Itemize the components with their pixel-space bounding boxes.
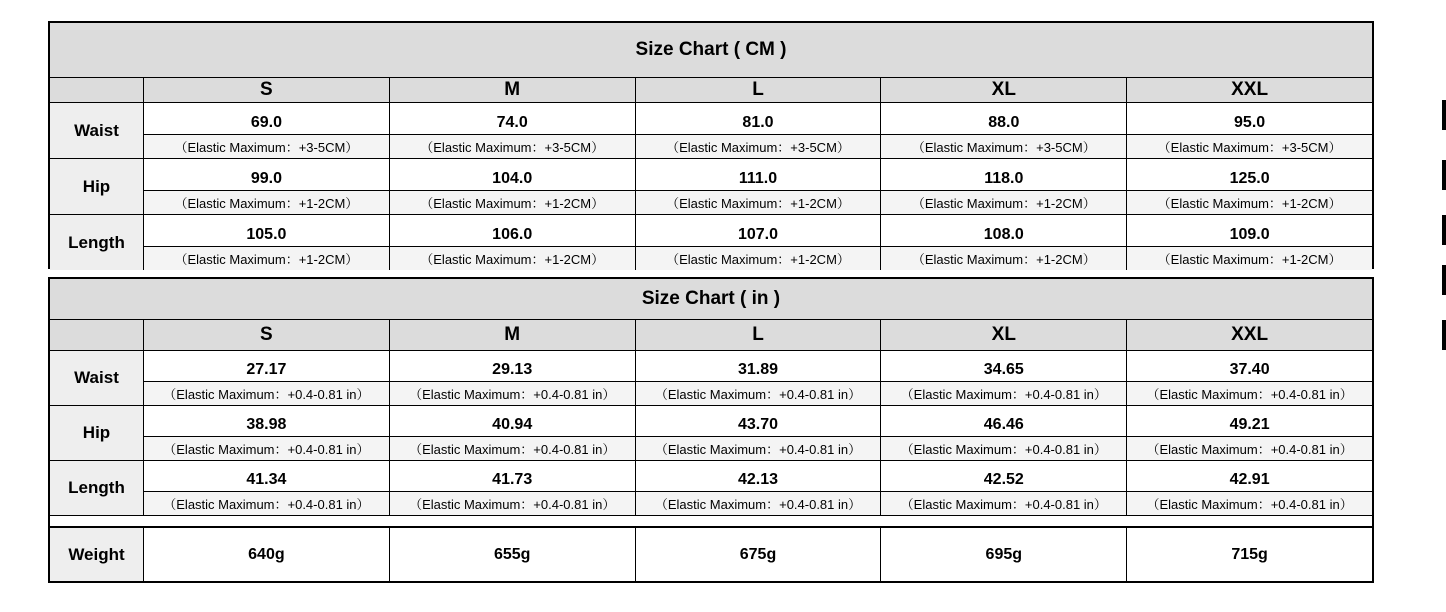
measure-cell: [636, 215, 882, 270]
weight-value: 640g: [144, 528, 390, 581]
row-label: Hip: [50, 406, 144, 460]
size-header: XXL: [1231, 79, 1269, 100]
measure-cell: [144, 461, 390, 515]
table-spacer: [50, 516, 1372, 528]
measure-cell: [144, 159, 390, 214]
elastic-note: （Elastic Maximum：+0.4-0.81 in）: [1127, 491, 1372, 515]
row-label: Hip: [50, 159, 144, 214]
measure-cell: [636, 406, 882, 460]
measure-cell: [636, 461, 882, 515]
size-header: S: [144, 320, 390, 350]
elastic-note: （Elastic Maximum：+1-2CM）: [144, 190, 389, 214]
edge-mark: [1442, 265, 1446, 295]
measure-value: 81.0: [742, 113, 774, 131]
row-label: Weight: [50, 528, 144, 581]
measure-value: 111.0: [738, 169, 778, 187]
table-title: Size Chart ( CM ): [50, 23, 1372, 78]
elastic-note: （Elastic Maximum：+0.4-0.81 in）: [636, 436, 881, 460]
elastic-note: （Elastic Maximum：+3-5CM）: [144, 134, 389, 158]
elastic-note: （Elastic Maximum：+1-2CM）: [881, 246, 1126, 270]
measure-value: 69.0: [250, 113, 282, 131]
table-row: [50, 159, 1372, 215]
edge-mark: [1442, 320, 1446, 350]
measure-value: 88.0: [988, 113, 1020, 131]
measure-cell: [881, 103, 1127, 158]
elastic-note: （Elastic Maximum：+0.4-0.81 in）: [390, 436, 635, 460]
elastic-note: （Elastic Maximum：+0.4-0.81 in）: [144, 491, 389, 515]
size-header: XXL: [1231, 324, 1269, 345]
measure-cell: [881, 461, 1127, 515]
elastic-note: （Elastic Maximum：+3-5CM）: [1127, 134, 1372, 158]
elastic-note: （Elastic Maximum：+3-5CM）: [881, 134, 1126, 158]
measure-cell: [636, 351, 882, 405]
table-title: Size Chart ( in ): [50, 279, 1372, 320]
table-row: [50, 461, 1372, 516]
size-header: S: [144, 78, 390, 102]
measure-value: 38.98: [246, 416, 287, 434]
row-label: Length: [50, 215, 144, 270]
elastic-note: （Elastic Maximum：+1-2CM）: [636, 246, 881, 270]
elastic-note: （Elastic Maximum：+1-2CM）: [390, 246, 635, 270]
size-header: XL: [881, 78, 1127, 102]
measure-value: 27.17: [246, 361, 287, 379]
measure-cell: [144, 215, 390, 270]
measure-value: 99.0: [250, 169, 282, 187]
size-chart-in-table: [48, 277, 1374, 583]
measure-value: 107.0: [737, 225, 779, 243]
edge-mark: [1442, 100, 1446, 130]
elastic-note: （Elastic Maximum：+1-2CM）: [1127, 246, 1372, 270]
measure-value: 118.0: [984, 169, 1024, 187]
weight-row: [50, 528, 1372, 581]
elastic-note: （Elastic Maximum：+3-5CM）: [636, 134, 881, 158]
table-row: [50, 103, 1372, 159]
measure-cell: [1127, 351, 1372, 405]
measure-value: 42.13: [737, 471, 779, 489]
measure-value: 106.0: [492, 225, 533, 243]
measure-value: 31.89: [737, 361, 779, 379]
elastic-note: （Elastic Maximum：+1-2CM）: [1127, 190, 1372, 214]
size-header: M: [390, 78, 636, 102]
measure-cell: [1127, 215, 1372, 270]
elastic-note: （Elastic Maximum：+1-2CM）: [881, 190, 1126, 214]
measure-value: 109.0: [1229, 225, 1270, 243]
measure-value: 29.13: [492, 361, 533, 379]
measure-cell: [144, 103, 390, 158]
edge-mark: [1442, 215, 1446, 245]
size-header: XL: [881, 320, 1127, 350]
measure-value: 125.0: [1229, 169, 1270, 187]
measure-cell: [1127, 103, 1372, 158]
elastic-note: （Elastic Maximum：+0.4-0.81 in）: [1127, 381, 1372, 405]
elastic-note: （Elastic Maximum：+0.4-0.81 in）: [636, 491, 881, 515]
row-label: Waist: [50, 351, 144, 405]
measure-value: 41.34: [246, 471, 287, 489]
row-label: Length: [50, 461, 144, 515]
size-header-row: [50, 78, 1372, 103]
measure-value: 40.94: [492, 416, 533, 434]
elastic-note: （Elastic Maximum：+0.4-0.81 in）: [144, 436, 389, 460]
table-row: [50, 351, 1372, 406]
measure-cell: [144, 351, 390, 405]
measure-value: 42.52: [983, 471, 1024, 489]
measure-cell: [881, 159, 1127, 214]
elastic-note: （Elastic Maximum：+3-5CM）: [390, 134, 635, 158]
measure-cell: [636, 159, 882, 214]
elastic-note: （Elastic Maximum：+0.4-0.81 in）: [1127, 436, 1372, 460]
measure-cell: [881, 215, 1127, 270]
measure-cell: [390, 103, 636, 158]
size-header: L: [636, 320, 882, 350]
elastic-note: （Elastic Maximum：+1-2CM）: [144, 246, 389, 270]
elastic-note: （Elastic Maximum：+1-2CM）: [636, 190, 881, 214]
table-row: [50, 406, 1372, 461]
measure-value: 74.0: [496, 113, 528, 131]
measure-cell: [1127, 461, 1372, 515]
measure-cell: [144, 406, 390, 460]
measure-cell: [390, 215, 636, 270]
size-header: M: [390, 320, 636, 350]
measure-value: 42.91: [1229, 471, 1270, 489]
measure-value: 49.21: [1229, 416, 1270, 434]
measure-value: 105.0: [246, 225, 287, 243]
measure-cell: [390, 159, 636, 214]
measure-cell: [881, 351, 1127, 405]
measure-value: 41.73: [492, 471, 533, 489]
measure-cell: [636, 103, 882, 158]
row-label: Waist: [50, 103, 144, 158]
measure-cell: [1127, 406, 1372, 460]
measure-value: 37.40: [1229, 361, 1270, 379]
elastic-note: （Elastic Maximum：+0.4-0.81 in）: [144, 381, 389, 405]
measure-cell: [881, 406, 1127, 460]
measure-value: 34.65: [983, 361, 1024, 379]
header-corner: [50, 320, 144, 350]
weight-value: 695g: [881, 528, 1127, 581]
weight-value: 675g: [636, 528, 882, 581]
size-header: L: [636, 78, 882, 102]
measure-cell: [390, 461, 636, 515]
elastic-note: （Elastic Maximum：+1-2CM）: [390, 190, 635, 214]
measure-cell: [390, 351, 636, 405]
table-row: [50, 215, 1372, 270]
measure-value: 108.0: [983, 225, 1024, 243]
elastic-note: （Elastic Maximum：+0.4-0.81 in）: [881, 381, 1126, 405]
measure-value: 43.70: [737, 416, 779, 434]
edge-mark: [1442, 160, 1446, 190]
measure-value: 46.46: [983, 416, 1024, 434]
elastic-note: （Elastic Maximum：+0.4-0.81 in）: [881, 491, 1126, 515]
measure-cell: [1127, 159, 1372, 214]
weight-value: 655g: [390, 528, 636, 581]
size-chart-cm-table: [48, 21, 1374, 269]
header-corner: [50, 78, 144, 102]
size-header-row: [50, 320, 1372, 351]
measure-cell: [390, 406, 636, 460]
measure-value: 95.0: [1234, 113, 1266, 131]
elastic-note: （Elastic Maximum：+0.4-0.81 in）: [390, 381, 635, 405]
measure-value: 104.0: [492, 169, 533, 187]
elastic-note: （Elastic Maximum：+0.4-0.81 in）: [390, 491, 635, 515]
weight-value: 715g: [1231, 545, 1268, 563]
elastic-note: （Elastic Maximum：+0.4-0.81 in）: [881, 436, 1126, 460]
elastic-note: （Elastic Maximum：+0.4-0.81 in）: [636, 381, 881, 405]
